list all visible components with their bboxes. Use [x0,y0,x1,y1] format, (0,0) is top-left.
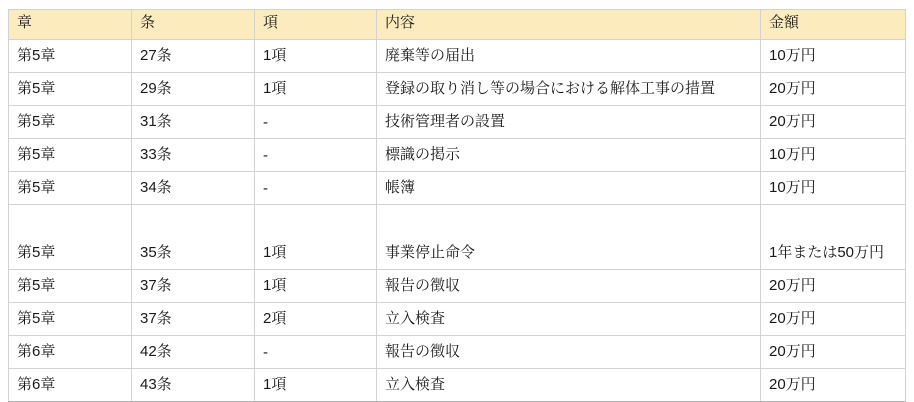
cell-amount[interactable]: 1年または50万円 [761,205,906,270]
table-row [9,73,906,106]
cell-article[interactable]: 29条 [132,73,255,106]
cell-content[interactable]: 技術管理者の設置 [377,106,761,139]
cell-chapter[interactable]: 第5章 [9,106,132,139]
cell-amount[interactable]: 20万円 [761,336,906,369]
cell-amount[interactable]: 20万円 [761,303,906,336]
cell-article[interactable]: 42条 [132,336,255,369]
cell-paragraph[interactable]: 1項 [255,73,377,106]
cell-content[interactable]: 事業停止命令 [377,205,761,270]
cell-article[interactable]: 35条 [132,205,255,270]
header-cell-amount[interactable]: 金額 [761,10,906,40]
cell-content[interactable]: 廃棄等の届出 [377,40,761,73]
cell-paragraph[interactable]: 1項 [255,270,377,303]
cell-amount[interactable]: 10万円 [761,172,906,205]
penalty-table [8,9,906,402]
cell-article[interactable]: 37条 [132,303,255,336]
cell-content[interactable]: 登録の取り消し等の場合における解体工事の措置 [377,73,761,106]
cell-paragraph[interactable]: - [255,172,377,205]
cell-chapter[interactable]: 第5章 [9,270,132,303]
table-row [9,336,906,369]
cell-amount[interactable]: 20万円 [761,73,906,106]
cell-paragraph[interactable]: 1項 [255,205,377,270]
table-row [9,369,906,402]
cell-content[interactable]: 帳簿 [377,172,761,205]
table-row [9,172,906,205]
cell-paragraph[interactable]: - [255,106,377,139]
cell-paragraph[interactable]: 1項 [255,40,377,73]
cell-chapter[interactable]: 第5章 [9,139,132,172]
table-row [9,40,906,73]
cell-chapter[interactable]: 第6章 [9,369,132,402]
cell-article[interactable]: 27条 [132,40,255,73]
cell-chapter[interactable]: 第5章 [9,172,132,205]
cell-article[interactable]: 37条 [132,270,255,303]
cell-content[interactable]: 標識の掲示 [377,139,761,172]
cell-content[interactable]: 報告の徴収 [377,270,761,303]
cell-amount[interactable]: 20万円 [761,106,906,139]
table-row [9,139,906,172]
cell-chapter[interactable]: 第5章 [9,303,132,336]
header-cell-content[interactable]: 内容 [377,10,761,40]
cell-amount[interactable]: 20万円 [761,270,906,303]
cell-content[interactable]: 立入検査 [377,369,761,402]
header-cell-article[interactable]: 条 [132,10,255,40]
header-row [9,10,906,40]
cell-article[interactable]: 33条 [132,139,255,172]
cell-paragraph[interactable]: 2項 [255,303,377,336]
cell-article[interactable]: 34条 [132,172,255,205]
cell-article[interactable]: 31条 [132,106,255,139]
header-cell-paragraph[interactable]: 項 [255,10,377,40]
cell-paragraph[interactable]: - [255,336,377,369]
cell-paragraph[interactable]: 1項 [255,369,377,402]
cell-content[interactable]: 立入検査 [377,303,761,336]
table-row [9,270,906,303]
cell-paragraph[interactable]: - [255,139,377,172]
cell-chapter[interactable]: 第5章 [9,40,132,73]
table-row [9,106,906,139]
cell-article[interactable]: 43条 [132,369,255,402]
cell-chapter[interactable]: 第5章 [9,205,132,270]
table-row-tall [9,205,906,270]
cell-amount[interactable]: 10万円 [761,139,906,172]
table-row [9,303,906,336]
cell-amount[interactable]: 10万円 [761,40,906,73]
header-cell-chapter[interactable]: 章 [9,10,132,40]
cell-content[interactable]: 報告の徴収 [377,336,761,369]
cell-chapter[interactable]: 第5章 [9,73,132,106]
cell-chapter[interactable]: 第6章 [9,336,132,369]
cell-amount[interactable]: 20万円 [761,369,906,402]
